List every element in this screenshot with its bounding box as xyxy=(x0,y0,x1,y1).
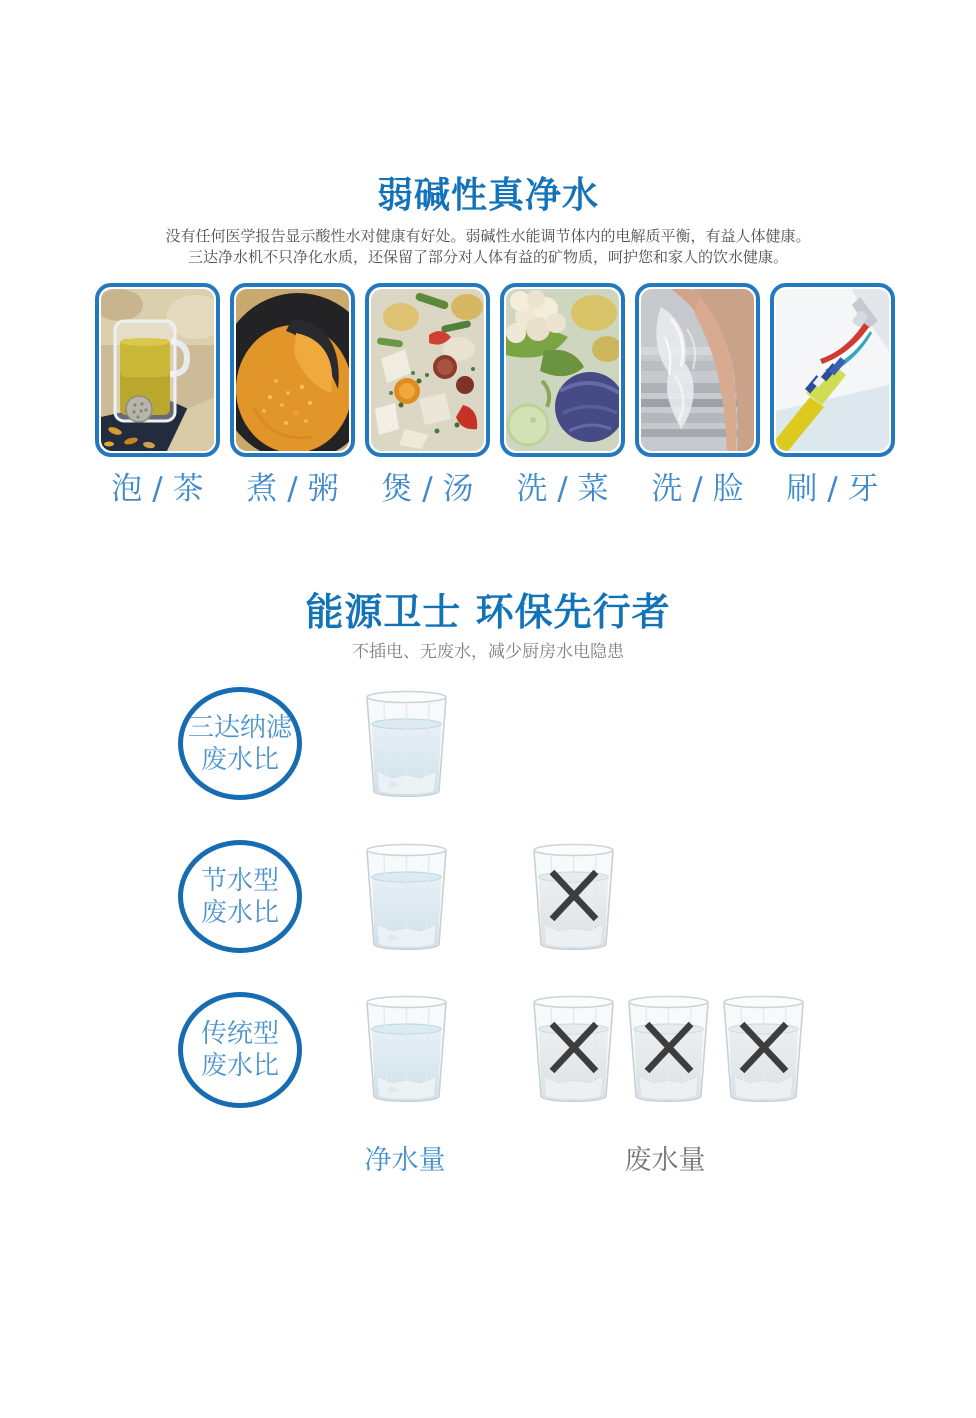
alkaline-section-title: 弱碱性真净水 xyxy=(376,175,599,216)
waste-water-cup xyxy=(527,992,620,1108)
use-case-tile-toothbrush xyxy=(770,283,895,457)
clean-water-cup xyxy=(360,992,453,1108)
energy-section-title: 能源卫士 环保先行者 xyxy=(305,590,671,634)
use-case-label-teeth: 刷 / 牙 xyxy=(786,471,879,507)
legend-clean-water: 净水量 xyxy=(364,1145,446,1176)
clean-water-cup xyxy=(360,840,453,956)
use-case-label-porridge: 煮 / 粥 xyxy=(246,471,339,507)
toothbrush-toothpaste-image xyxy=(776,289,889,451)
description-line-1: 没有任何医学报告显示酸性水对健康有好处。弱碱性水能调节体内的电解质平衡，有益人体健康。 xyxy=(165,227,811,245)
use-case-labels-row xyxy=(95,470,895,508)
vegetables-image xyxy=(506,289,619,451)
waste-water-cup xyxy=(717,992,810,1108)
use-case-label-face: 洗 / 脸 xyxy=(651,471,744,507)
ratio-circle-line2: 废水比 xyxy=(200,897,279,928)
alkaline-section-description xyxy=(0,226,976,268)
ratio-circle-line1: 传统型 xyxy=(200,1019,279,1049)
legend-waste-water: 废水量 xyxy=(624,1145,706,1176)
description-line-2: 三达净水机不只净化水质，还保留了部分对人体有益的矿物质，呵护您和家人的饮水健康。 xyxy=(187,248,788,266)
ratio-circle-traditional xyxy=(178,992,302,1108)
use-case-label-tea: 泡 / 茶 xyxy=(111,471,204,507)
waste-water-cup xyxy=(527,840,620,956)
tea-glass-image xyxy=(101,289,214,451)
use-case-tile-soup xyxy=(365,283,490,457)
clean-water-cup xyxy=(360,687,453,803)
ratio-circle-line1: 节水型 xyxy=(200,865,279,896)
ratio-circle-line1: 三达纳滤 xyxy=(187,712,292,743)
face-washing-image xyxy=(641,289,754,451)
ratio-circle-sanda-nanofiltration xyxy=(178,687,302,800)
use-case-label-vegetables: 洗 / 菜 xyxy=(516,471,609,507)
waste-water-cup xyxy=(622,992,715,1108)
use-case-tile-face-wash xyxy=(635,283,760,457)
energy-section-subtitle: 不插电、无废水，减少厨房水电隐患 xyxy=(352,642,624,662)
vegetable-soup-image xyxy=(371,289,484,451)
use-case-images-row xyxy=(95,283,895,457)
use-case-label-soup: 煲 / 汤 xyxy=(381,471,474,507)
ratio-circle-line2: 废水比 xyxy=(200,744,279,775)
porridge-pot-image xyxy=(236,289,349,451)
use-case-tile-vegetables xyxy=(500,283,625,457)
use-case-tile-porridge xyxy=(230,283,355,457)
ratio-circle-line2: 废水比 xyxy=(200,1051,279,1081)
use-case-tile-tea xyxy=(95,283,220,457)
ratio-circle-water-saving xyxy=(178,840,302,953)
